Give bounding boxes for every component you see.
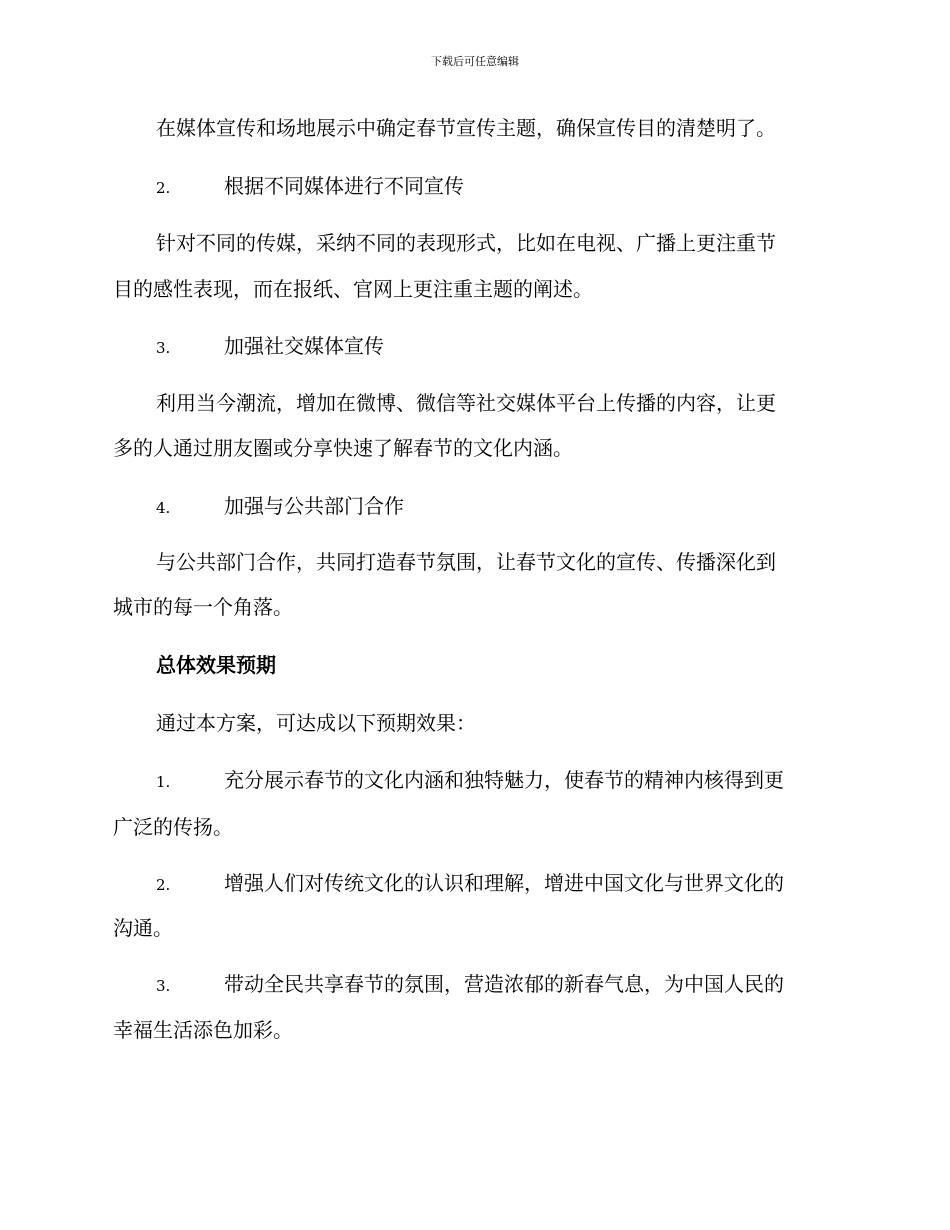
list-item-title: 根据不同媒体进行不同宣传 [224, 174, 464, 198]
list-number: 2. [156, 876, 171, 894]
paragraph-line: 针对不同的传媒，采纳不同的表现形式，比如在电视、广播上更注重节 [156, 231, 776, 255]
list-item-line: 增强人们对传统文化的认识和理解，增进中国文化与世界文化的 [224, 871, 784, 895]
paragraph-intro: 通过本方案，可达成以下预期效果： [156, 711, 476, 735]
list-number: 3. [156, 977, 171, 995]
paragraph-line: 与公共部门合作，共同打造春节氛围，让春节文化的宣传、传播深化到 [156, 550, 776, 574]
list-item-line: 幸福生活添色加彩。 [113, 1018, 293, 1042]
paragraph-line: 利用当今潮流，增加在微博、微信等社交媒体平台上传播的内容，让更 [156, 391, 776, 415]
list-item-line: 带动全民共享春节的氛围，营造浓郁的新春气息，为中国人民的 [224, 972, 784, 996]
list-number: 2. [156, 179, 171, 197]
paragraph-theme: 在媒体宣传和场地展示中确定春节宣传主题，确保宣传目的清楚明了。 [156, 116, 776, 140]
section-title: 总体效果预期 [156, 653, 276, 677]
paragraph-line: 多的人通过朋友圈或分享快速了解春节的文化内涵。 [113, 436, 573, 460]
list-item-line: 沟通。 [113, 916, 173, 940]
list-number: 1. [156, 773, 171, 791]
paragraph-line: 目的感性表现，而在报纸、官网上更注重主题的阐述。 [113, 277, 593, 301]
list-item-title: 加强社交媒体宣传 [224, 334, 384, 358]
list-number: 3. [156, 339, 171, 357]
list-item-line: 充分展示春节的文化内涵和独特魅力，使春节的精神内核得到更 [224, 768, 784, 792]
list-number: 4. [156, 499, 171, 517]
list-item-title: 加强与公共部门合作 [224, 494, 404, 518]
list-item-line: 广泛的传扬。 [113, 815, 233, 839]
paragraph-line: 城市的每一个角落。 [113, 595, 293, 619]
page-header: 下载后可任意编辑 [431, 55, 519, 68]
